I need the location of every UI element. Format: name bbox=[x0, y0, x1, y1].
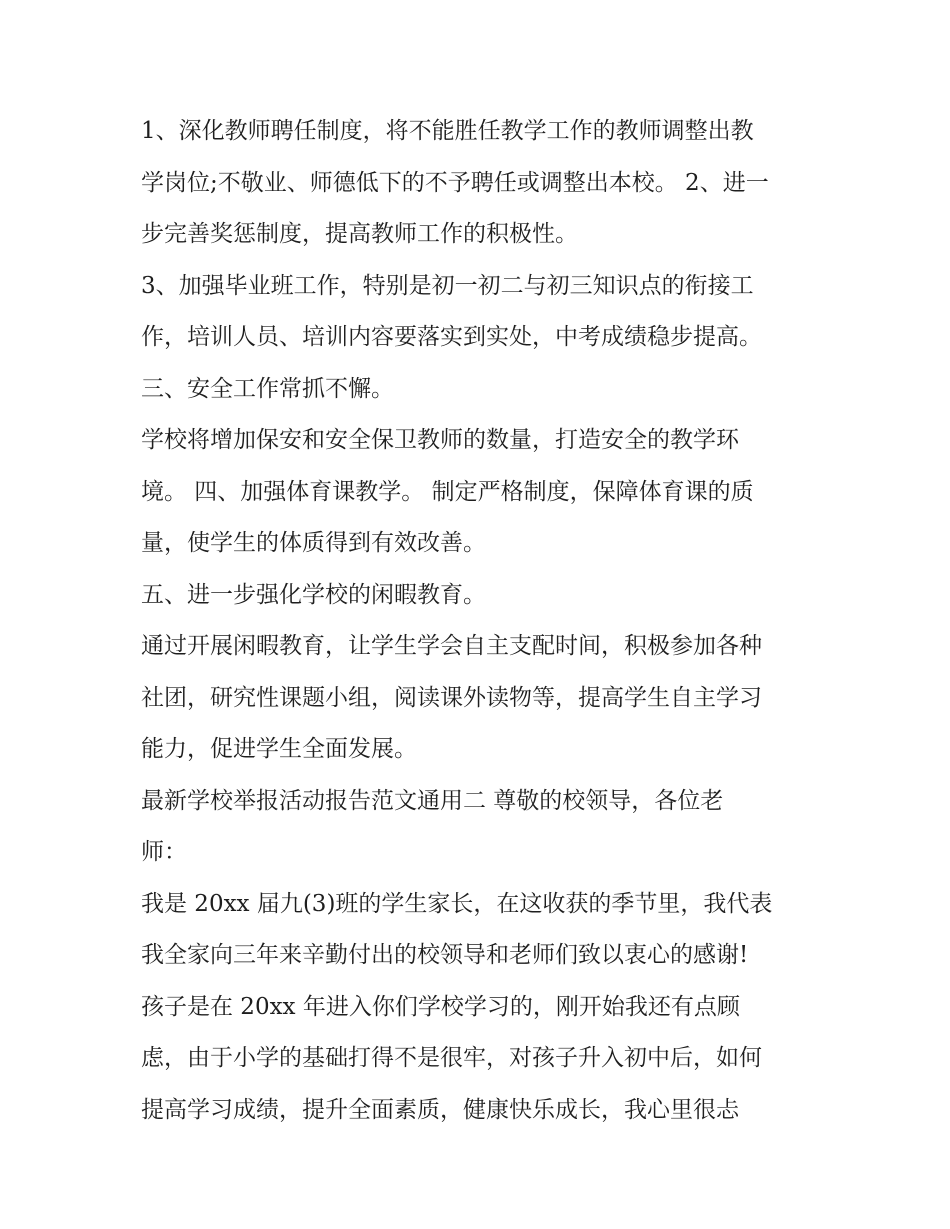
text-line: 提高学习成绩，提升全面素质，健康快乐成长，我心里很忐 bbox=[141, 1096, 739, 1123]
text-line: 五、进一步强化学校的闲暇教育。 bbox=[141, 581, 486, 608]
text-line: 我是 20xx 届九(3)班的学生家长，在这收获的季节里，我代表 bbox=[141, 890, 773, 917]
text-line: 能力，促进学生全面发展。 bbox=[141, 736, 417, 762]
text-line: 量，使学生的体质得到有效改善。 bbox=[141, 530, 486, 556]
text-line: 境。 四、加强体育课教学。 制定严格制度，保障体育课的质 bbox=[141, 478, 754, 505]
text-line: 步完善奖惩制度，提高教师工作的积极性。 bbox=[141, 221, 578, 247]
text-line: 我全家向三年来辛勤付出的校领导和老师们致以衷心的感谢! bbox=[141, 942, 749, 968]
text-line: 社团，研究性课题小组，阅读课外读物等，提高学生自主学习 bbox=[141, 684, 762, 711]
text-line: 孩子是在 20xx 年进入你们学校学习的，刚开始我还有点顾 bbox=[141, 993, 740, 1020]
text-line: 作，培训人员、培训内容要落实到实处，中考成绩稳步提高。 bbox=[141, 324, 762, 350]
text-line: 通过开展闲暇教育，让学生学会自主支配时间，积极参加各种 bbox=[141, 633, 762, 659]
text-line: 最新学校举报活动报告范文通用二 尊敬的校领导，各位老 bbox=[141, 787, 724, 814]
text-line: 学校将增加保安和安全保卫教师的数量，打造安全的教学环 bbox=[141, 427, 739, 453]
text-line: 学岗位;不敬业、师德低下的不予聘任或调整出本校。 2、进一 bbox=[141, 169, 769, 196]
text-line: 3、加强毕业班工作，特别是初一初二与初三知识点的衔接工 bbox=[141, 272, 754, 299]
text-line: 1、深化教师聘任制度，将不能胜任教学工作的教师调整出教 bbox=[141, 118, 754, 144]
text-line: 师： bbox=[141, 839, 187, 865]
document-body bbox=[141, 106, 821, 1136]
text-line: 三、安全工作常抓不懈。 bbox=[141, 375, 394, 402]
text-line: 虑，由于小学的基础打得不是很牢，对孩子升入初中后，如何 bbox=[141, 1045, 762, 1071]
